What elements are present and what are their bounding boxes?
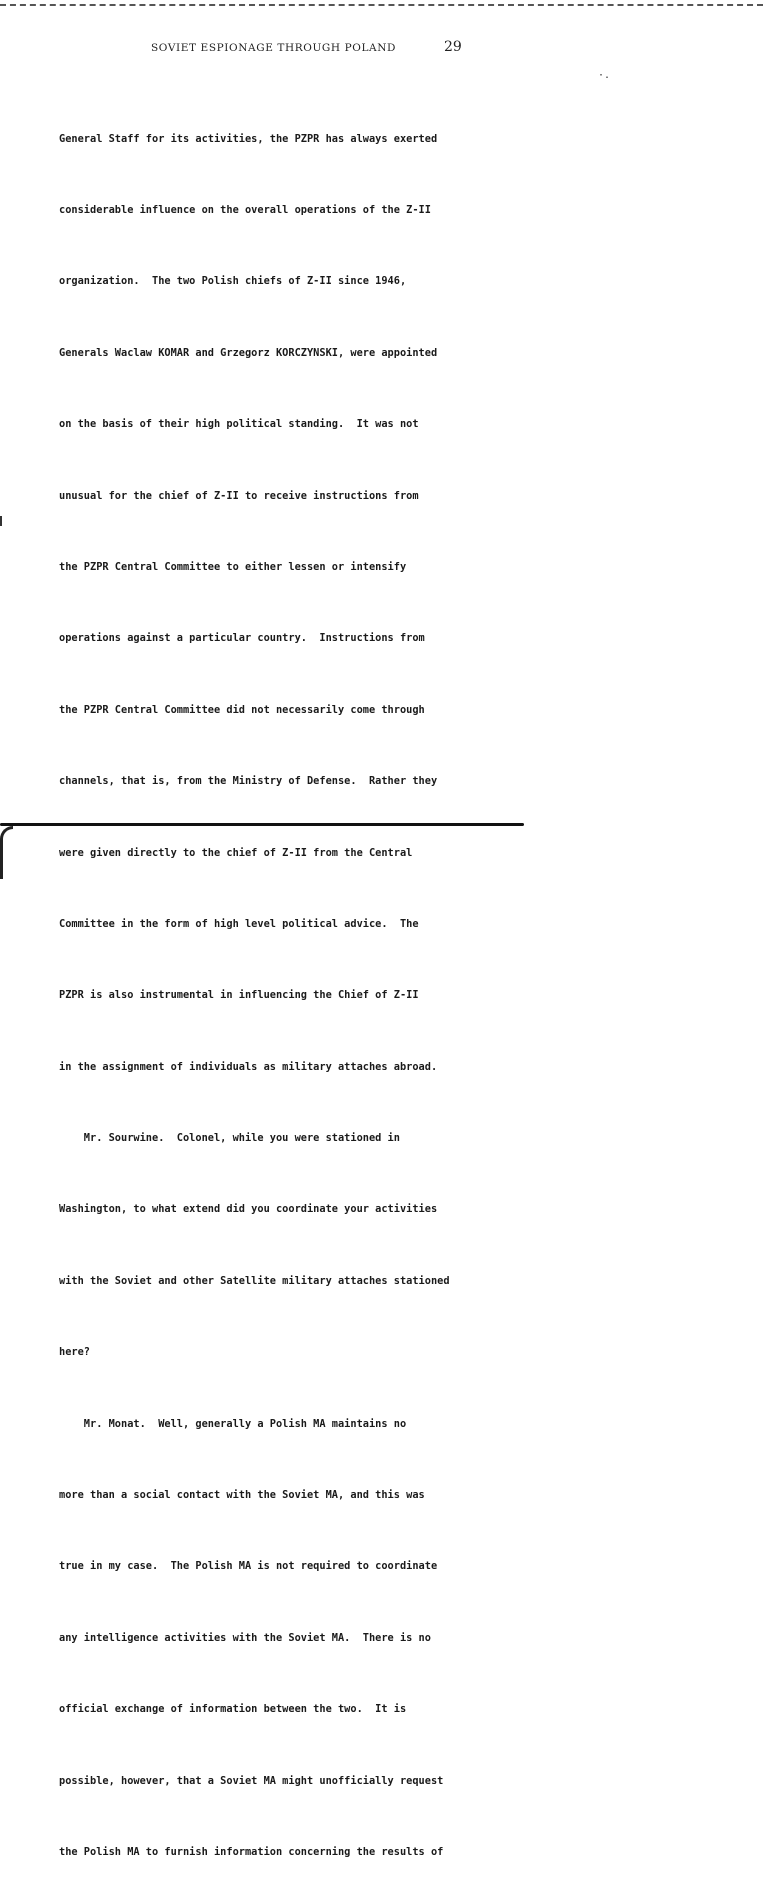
text-line: the Polish MA to furnish information concerning the results of [59, 1845, 444, 1858]
bottom-scan-corner [0, 826, 13, 879]
text-line: operations against a particular country. Instructions from [59, 632, 425, 645]
text-line: in the assignment of individuals as military attaches abroad. [59, 1060, 438, 1073]
text-line: unusual for the chief of Z-II to receive instructions from [59, 489, 419, 502]
text-line: with the Soviet and other Satellite military attaches stationed [59, 1274, 450, 1287]
text-line: more than a social contact with the Soviet MA, and this was [59, 1489, 425, 1502]
text-line: organization. The two Polish chiefs of Z-II since 1946, [59, 275, 407, 288]
text-line: Committee in the form of high level political advice. The [59, 917, 419, 930]
text-line: true in my case. The Polish MA is not required to coordinate [59, 1560, 438, 1573]
text-line: possible, however, that a Soviet MA might unofficially request [59, 1774, 444, 1787]
text-line: official exchange of information between the two. It is [59, 1703, 407, 1716]
running-header-title: SOVIET ESPIONAGE THROUGH POLAND [151, 42, 397, 54]
text-line: the PZPR Central Committee did not necessarily come through [59, 703, 425, 716]
bottom-scan-bar [0, 823, 524, 826]
top-edge-rule [0, 4, 763, 6]
text-line: PZPR is also instrumental in influencing the Chief of Z-II [59, 989, 419, 1002]
text-line: were given directly to the chief of Z-II from the Central [59, 846, 413, 859]
text-line: Mr. Monat. Well, generally a Polish MA maintains no [59, 1417, 407, 1430]
text-line: the PZPR Central Committee to either lessen or intensify [59, 560, 407, 573]
text-line: Generals Waclaw KOMAR and Grzegorz KORCZYNSKI, were appointed [59, 346, 438, 359]
text-line: Mr. Sourwine. Colonel, while you were stationed in [59, 1132, 400, 1145]
page-number: 29 [444, 39, 462, 55]
scan-margin-mark [0, 516, 2, 526]
text-line: on the basis of their high political standing. It was not [59, 418, 419, 431]
text-line: General Staff for its activities, the PZPR has always exerted [59, 132, 438, 145]
text-line: considerable influence on the overall operations of the Z-II [59, 203, 431, 216]
text-line: Washington, to what extend did you coordinate your activities [59, 1203, 438, 1216]
text-line: here? [59, 1346, 90, 1359]
scan-speck: ·. [598, 70, 611, 81]
body-text [59, 80, 459, 1889]
text-line: channels, that is, from the Ministry of Defense. Rather they [59, 775, 438, 788]
text-line: any intelligence activities with the Soviet MA. There is no [59, 1631, 431, 1644]
